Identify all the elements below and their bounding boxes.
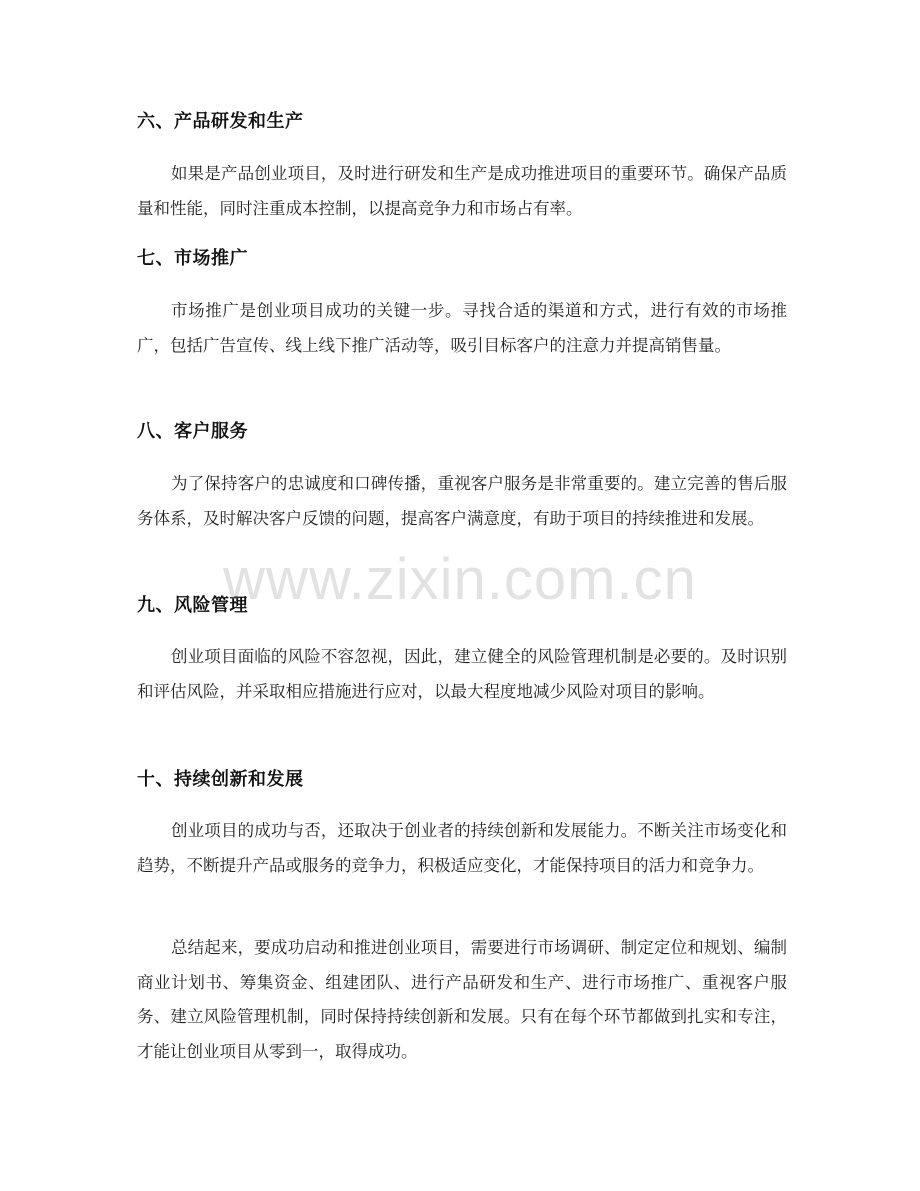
conclusion-paragraph: 总结起来，要成功启动和推进创业项目，需要进行市场调研、制定定位和规划、编制商业计划书、筹集资金、组建团队、进行产品研发和生产、进行市场推广、重视客户服务、建立风险管理机制，同时保持持续创新和发展。只有在每个环节都做到扎实和专注，才能让创业项目从零到一，取得成功。 bbox=[137, 938, 787, 1061]
section-heading-product-rd: 六、产品研发和生产 bbox=[137, 111, 304, 132]
section-heading-risk-management: 九、风险管理 bbox=[137, 595, 248, 616]
section-heading-innovation: 十、持续创新和发展 bbox=[137, 769, 304, 790]
section-body-innovation: 创业项目的成功与否，还取决于创业者的持续创新和发展能力。不断关注市场变化和趋势，不断提升产品或服务的竞争力，积极适应变化，才能保持项目的活力和竞争力。 bbox=[137, 821, 787, 875]
section-body-marketing: 市场推广是创业项目成功的关键一步。寻找合适的渠道和方式，进行有效的市场推广，包括广告宣传、线上线下推广活动等，吸引目标客户的注意力并提高销售量。 bbox=[137, 301, 787, 355]
section-body-risk-management: 创业项目面临的风险不容忽视，因此，建立健全的风险管理机制是必要的。及时识别和评估风险，并采取相应措施进行应对，以最大程度地减少风险对项目的影响。 bbox=[137, 647, 787, 701]
section-body-product-rd: 如果是产品创业项目，及时进行研发和生产是成功推进项目的重要环节。确保产品质量和性能，同时注重成本控制，以提高竞争力和市场占有率。 bbox=[137, 164, 787, 218]
section-heading-marketing: 七、市场推广 bbox=[137, 248, 248, 269]
section-body-customer-service: 为了保持客户的忠诚度和口碑传播，重视客户服务是非常重要的。建立完善的售后服务体系，及时解决客户反馈的问题，提高客户满意度，有助于项目的持续推进和发展。 bbox=[137, 474, 787, 528]
section-heading-customer-service: 八、客户服务 bbox=[137, 421, 248, 442]
watermark: www.zixin.com.cn bbox=[223, 547, 697, 612]
